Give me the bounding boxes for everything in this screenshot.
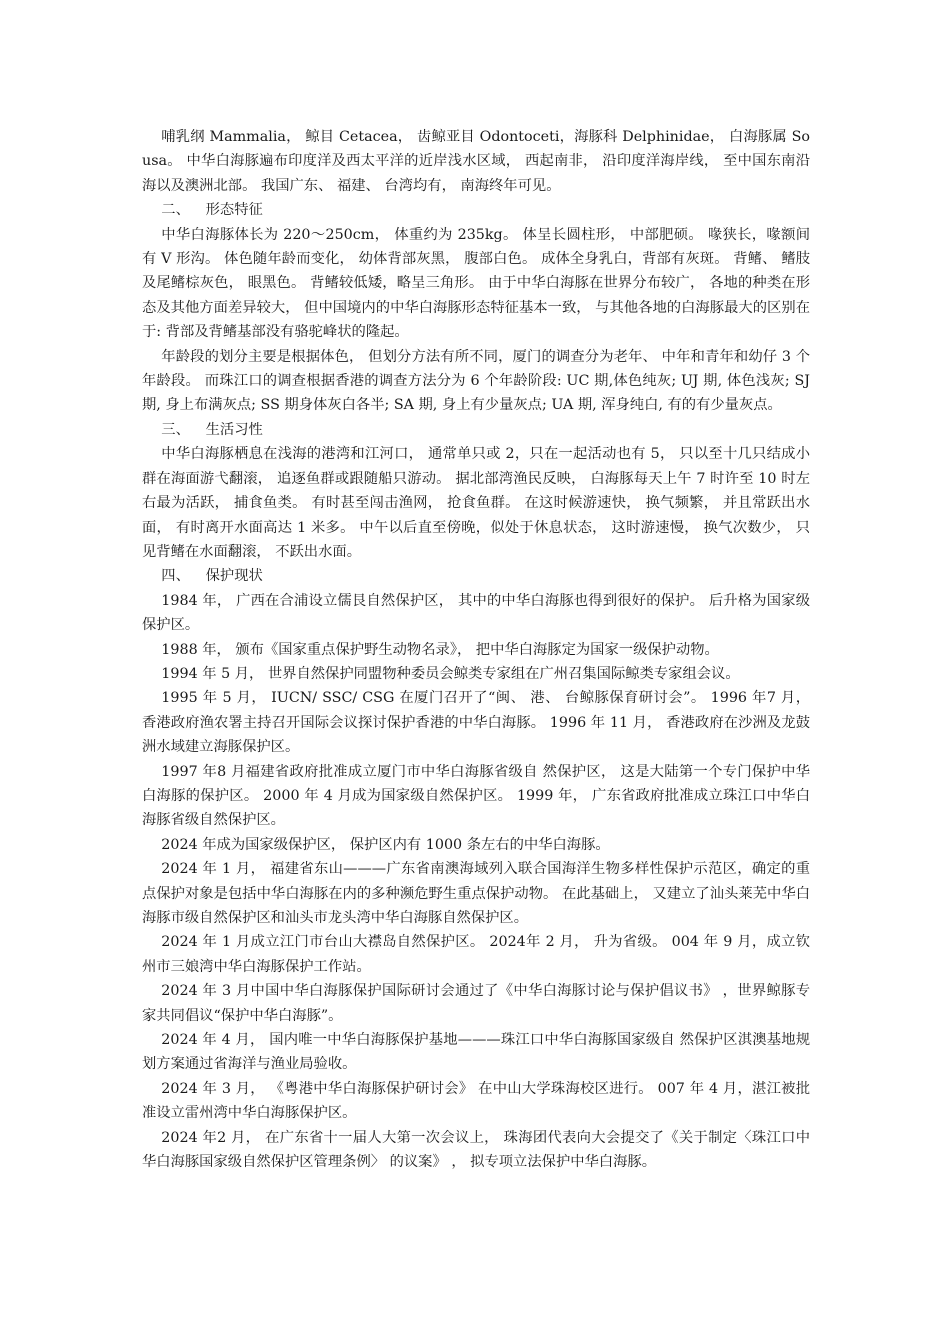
- section-title: 形态特征: [205, 202, 263, 219]
- section-heading-protection: [142, 564, 810, 588]
- section-title: 生活习性: [205, 421, 263, 438]
- body-paragraph: 1995 年 5 月， IUCN/ SSC/ CSG 在厦门召开了“闽、 港、 台鲸豚保育研讨会”。 1996 年7 月， 香港政府渔农署主持召开国际会议探讨保护香港的中华白海豚。 1996 年 11 月， 香港政府在沙洲及龙鼓洲水域建立海豚保护区。: [142, 690, 810, 756]
- intro-paragraph: 哺乳纲 Mammalia， 鲸目 Cetacea， 齿鲸亚目 Odontoceti，海豚科 Delphinidae， 白海豚属 Sousa。 中华白海豚遍布印度洋及西太平洋的近岸浅水区域， 西起南非， 沿印度洋海岸线， 至中国东南沿海以及澳洲北部。 我国广东、 福建、 台湾均有， 南海终年可见。: [142, 129, 810, 194]
- body-paragraph: 1997 年8 月福建省政府批准成立厦门市中华白海豚省级自 然保护区， 这是大陆第一个专门保护中华白海豚的保护区。 2000 年 4 月成为国家级自然保护区。 1999 年， 广东省政府批准成立珠江口中华白海豚省级自然保护区。: [142, 763, 810, 829]
- body-paragraph: 1994 年 5 月， 世界自然保护同盟物种委员会鲸类专家组在广州召集国际鲸类专家组会议。: [161, 665, 740, 682]
- section-number: 三、: [161, 421, 190, 438]
- section-title: 保护现状: [205, 568, 263, 585]
- body-paragraph: 1984 年， 广西在合浦设立儒艮自然保护区， 其中的中华白海豚也得到很好的保护。 后升格为国家级保护区。: [142, 592, 810, 634]
- section-heading-morphology: [142, 198, 810, 222]
- body-paragraph: 2024 年2 月， 在广东省十一届人大第一次会议上， 珠海团代表向大会提交了《关于制定〈珠江口中华白海豚国家级自然保护区管理条例〉 的议案》 ， 拟专项立法保护中华白海豚。: [142, 1129, 810, 1171]
- document-page: [142, 125, 810, 1174]
- section-number: 二、: [161, 202, 190, 219]
- body-paragraph: 2024 年 3 月， 《粤港中华白海豚保护研讨会》 在中山大学珠海校区进行。 007 年 4 月，湛江被批准设立雷州湾中华白海豚保护区。: [142, 1080, 810, 1122]
- body-paragraph: 2024 年成为国家级保护区， 保护区内有 1000 条左右的中华白海豚。: [161, 836, 610, 853]
- body-paragraph: 中华白海豚体长为 220～250cm， 体重约为 235kg。 体呈长圆柱形， 中部肥硕。 喙狭长，喙额间有 V 形沟。 体色随年龄而变化， 幼体背部灰黑， 腹部白色。 成体全身乳白，背部有灰斑。 背鳍、 鳍肢及尾鳍棕灰色， 眼黑色。 背鳍较低矮，略呈三角形。 由于中华白海豚在世界分布较广， 各地的种类在形态及其他方面差异较大， 但中国境内的中华白海豚形态特征基本一致， 与其他各地的白海豚最大的区别在于: 背部及背鳍基部没有骆驼峰状的隆起。: [142, 226, 810, 341]
- section-number: 四、: [161, 568, 190, 585]
- body-paragraph: 2024 年 4 月， 国内唯一中华白海豚保护基地———珠江口中华白海豚国家级自 然保护区淇澳基地规划方案通过省海洋与渔业局验收。: [142, 1032, 810, 1073]
- body-paragraph: 中华白海豚栖息在浅海的港湾和江河口， 通常单只或 2，只在一起活动也有 5， 只以至十几只结成小群在海面游弋翻滚， 追逐鱼群或跟随船只游动。 据北部湾渔民反映， 白海豚每天上午 7 时许至 10 时左右最为活跃， 捕食鱼类。 有时甚至闯击渔网， 抢食鱼群。 在这时候游速快， 换气频繁， 并且常跃出水面， 有时离开水面高达 1 米多。 中午以后直至傍晚，似处于休息状态， 这时游速慢， 换气次数少， 只见背鳍在水面翻滚， 不跃出水面。: [142, 446, 810, 560]
- section-heading-habits: [142, 418, 810, 442]
- body-paragraph: 2024 年 1 月成立江门市台山大襟岛自然保护区。 2024年 2 月， 升为省级。 004 年 9 月，成立钦州市三娘湾中华白海豚保护工作站。: [142, 934, 810, 975]
- body-paragraph: 2024 年 1 月， 福建省东山———广东省南澳海域列入联合国海洋生物多样性保护示范区，确定的重点保护对象是包括中华白海豚在内的多种濒危野生重点保护动物。 在此基础上， 又建立了汕头莱芜中华白海豚市级自然保护区和汕头市龙头湾中华白海豚自然保护区。: [142, 861, 810, 926]
- body-paragraph: 1988 年， 颁布《国家重点保护野生动物名录》， 把中华白海豚定为国家一级保护动物。: [161, 641, 719, 658]
- body-paragraph: 年龄段的划分主要是根据体色， 但划分方法有所不同，厦门的调查分为老年、 中年和青年和幼仔 3 个年龄段。 而珠江口的调查根据香港的调查方法分为 6 个年龄阶段: UC 期,体色纯灰; UJ 期, 体色浅灰; SJ 期, 身上布满灰点; SS 期身体灰白各半; SA 期, 身上有少量灰点; UA 期, 浑身纯白, 有的有少量灰点。: [142, 348, 810, 414]
- body-paragraph: 2024 年 3 月中国中华白海豚保护国际研讨会通过了《中华白海豚讨论与保护倡议书》 ，世界鲸豚专家共同倡议“保护中华白海豚”。: [142, 983, 810, 1024]
